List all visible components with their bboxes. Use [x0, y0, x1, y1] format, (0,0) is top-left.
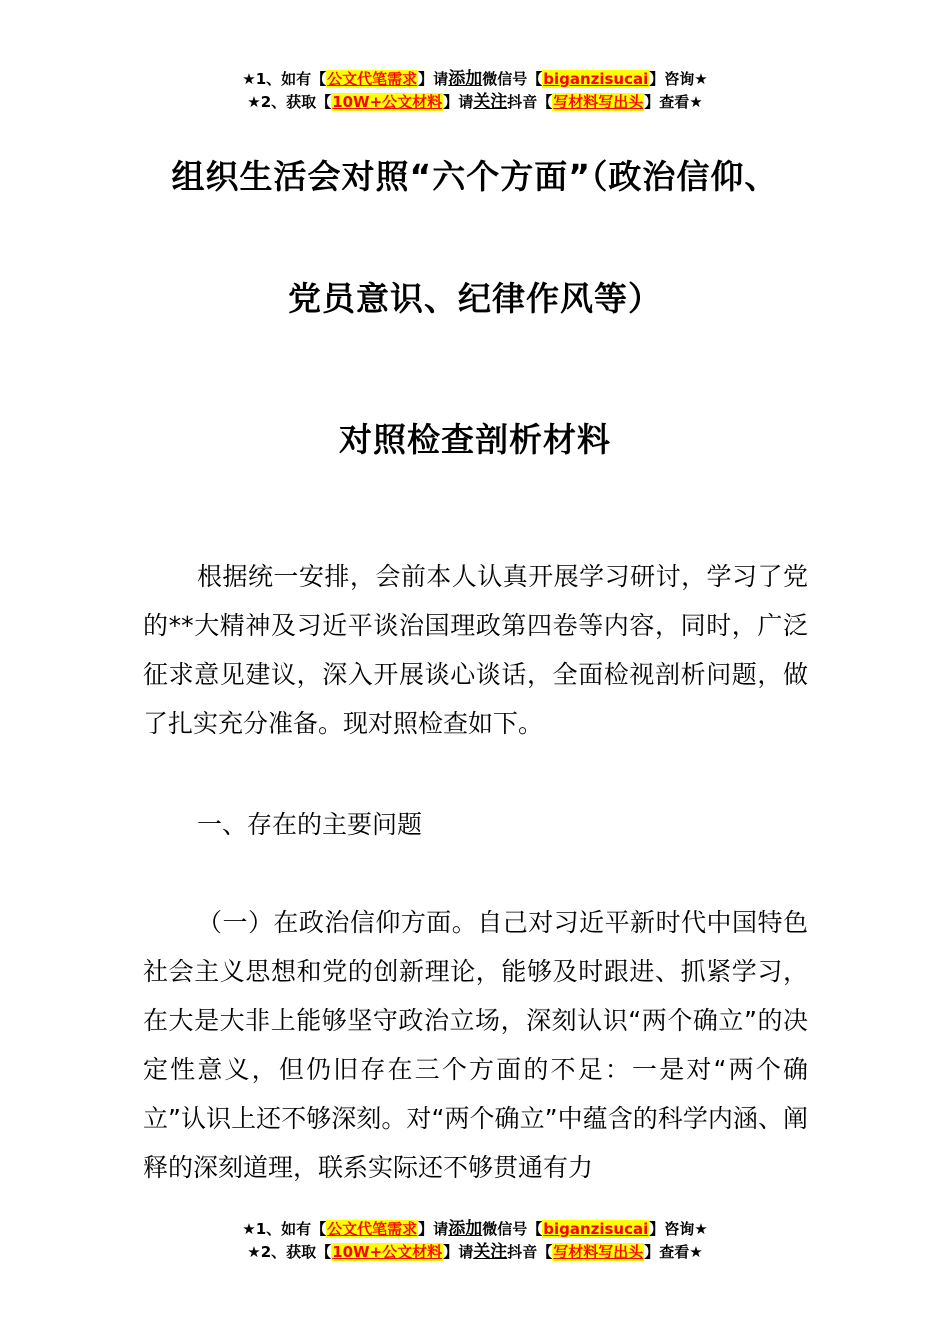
- ghostwriting-highlight: 公文代笔需求: [327, 70, 418, 88]
- document-title-line-2: 党员意识、纪律作风等）: [288, 279, 662, 318]
- banner-emphasis: 关注: [473, 1242, 508, 1262]
- document-title-line-1: 组织生活会对照“六个方面”（政治信仰、: [171, 157, 779, 196]
- header-banner-line-2: [0, 91, 950, 114]
- materials-highlight: 10W+公文材料: [332, 93, 443, 111]
- section-heading: 一、存在的主要问题: [197, 810, 423, 839]
- header-banner-line-1: [0, 68, 950, 91]
- banner-emphasis: 添加: [448, 69, 483, 89]
- banner-text: 】请: [443, 93, 474, 111]
- banner-emphasis: 关注: [473, 92, 508, 112]
- intro-paragraph: 根据统一安排，会前本人认真开展学习研讨，学习了党的**大精神及习近平谈治国理政第四卷等内容，同时，广泛征求意见建议，深入开展谈心谈话，全面检视剖析问题，做了扎实充分准备。现对照检查如下。: [143, 562, 808, 738]
- banner-text: 】查看★: [644, 1243, 703, 1261]
- header-banner: [0, 68, 950, 114]
- wechat-id-highlight: biganzisucai: [543, 70, 649, 88]
- banner-text: 】请: [418, 1220, 449, 1238]
- banner-text: 微信号【: [482, 1220, 543, 1238]
- document-title-line-3: 对照检查剖析材料: [339, 420, 611, 459]
- footer-banner-line-2: [0, 1241, 950, 1264]
- banner-text: 】咨询★: [649, 70, 708, 88]
- banner-text: 抖音【: [507, 93, 553, 111]
- banner-text: 抖音【: [507, 1243, 553, 1261]
- banner-text: 微信号【: [482, 70, 543, 88]
- douyin-account-highlight: 写材料写出头: [553, 1243, 644, 1261]
- banner-text: 】查看★: [644, 93, 703, 111]
- banner-emphasis: 添加: [448, 1219, 483, 1239]
- banner-text: ★1、如有【: [242, 70, 327, 88]
- banner-text: 】请: [443, 1243, 474, 1261]
- materials-highlight: 10W+公文材料: [332, 1243, 443, 1261]
- section-paragraph: （一）在政治信仰方面。自己对习近平新时代中国特色社会主义思想和党的创新理论，能够及时跟进、抓紧学习，在大是大非上能够坚守政治立场，深刻认识“两个确立”的决定性意义，但仍旧存在三个方面的不足：一是对“两个确立”认识上还不够深刻。对“两个确立”中蕴含的科学内涵、阐释的深刻道理，联系实际还不够贯通有力: [143, 908, 808, 1182]
- ghostwriting-highlight: 公文代笔需求: [327, 1220, 418, 1238]
- banner-text: ★2、获取【: [247, 1243, 332, 1261]
- banner-text: 】咨询★: [649, 1220, 708, 1238]
- banner-text: ★1、如有【: [242, 1220, 327, 1238]
- douyin-account-highlight: 写材料写出头: [553, 93, 644, 111]
- banner-text: ★2、获取【: [247, 93, 332, 111]
- wechat-id-highlight: biganzisucai: [543, 1220, 649, 1238]
- footer-banner-line-1: [0, 1218, 950, 1241]
- banner-text: 】请: [418, 70, 449, 88]
- footer-banner: [0, 1218, 950, 1264]
